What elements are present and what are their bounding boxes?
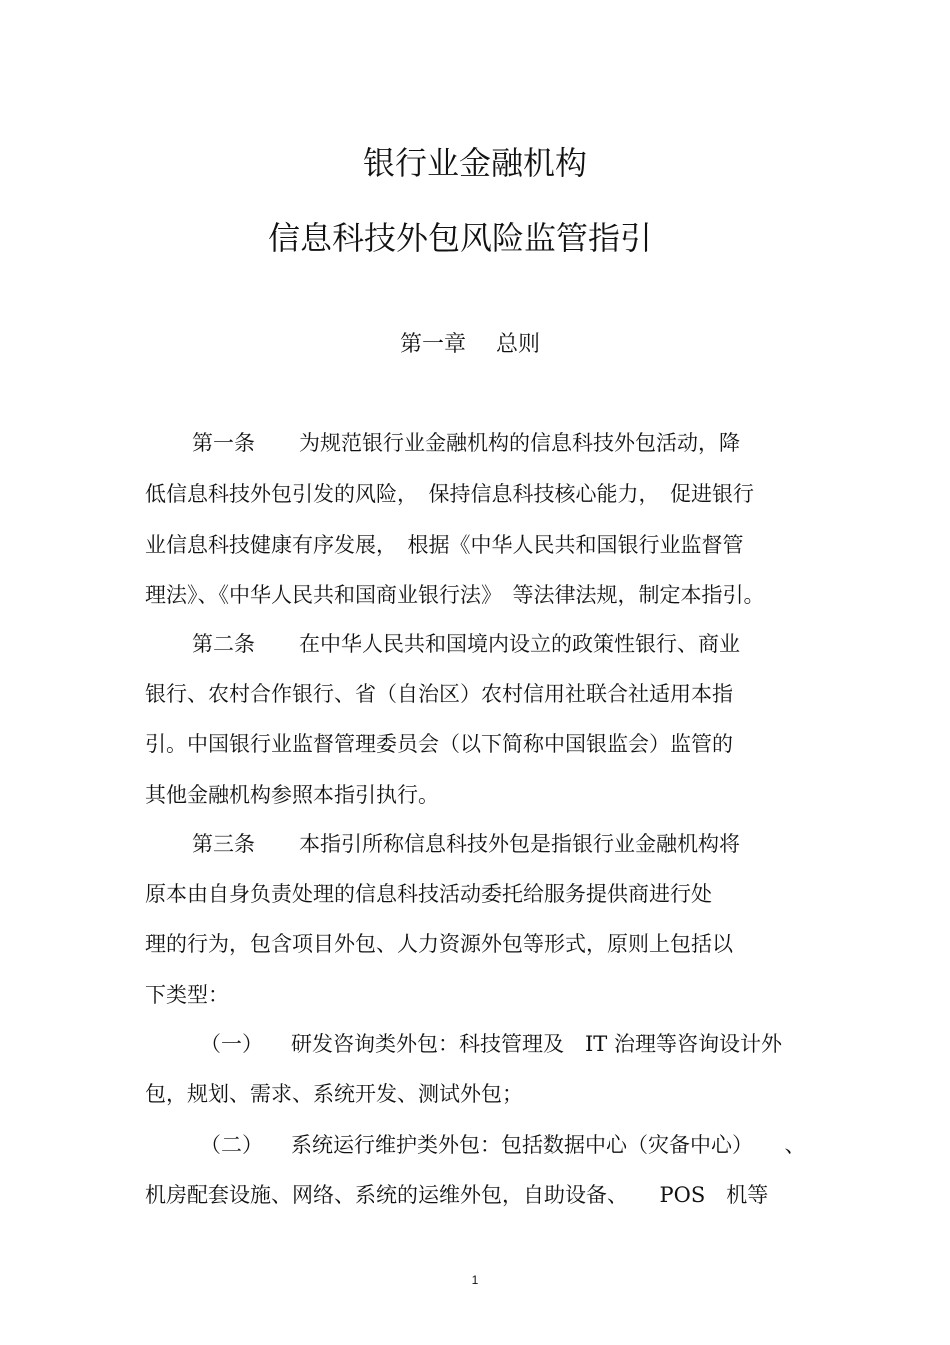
chapter-name: 总则 xyxy=(496,332,541,357)
item-2-line-2: 机房配套设施、网络、系统的运维外包，自助设备、 POS 机等 xyxy=(145,1183,769,1207)
article-1-line-3: 业信息科技健康有序发展， 根据《中华人民共和国银行业监督管 xyxy=(145,533,744,557)
article-1-line-2: 低信息科技外包引发的风险， 保持信息科技核心能力， 促进银行 xyxy=(145,482,754,506)
item-1-line-1 xyxy=(200,1029,782,1059)
article-1-line-4: 理法》、《中华人民共和国商业银行法》 等法律法规，制定本指引。 xyxy=(145,583,765,607)
item-label: （一） xyxy=(200,1032,263,1056)
document-title-line2: 信息科技外包风险监管指引 xyxy=(268,219,653,257)
article-2-line-2: 银行、农村合作银行、省（自治区）农村信用社联合社适用本指 xyxy=(145,682,733,706)
article-text: 本指引所称信息科技外包是指银行业金融机构将 xyxy=(299,832,740,856)
chapter-number: 第一章 xyxy=(400,332,467,357)
article-3-line-4: 下类型： xyxy=(145,983,229,1007)
article-2-line-1 xyxy=(192,629,740,659)
chapter-heading xyxy=(400,330,540,360)
article-3-line-1 xyxy=(192,829,740,859)
document-title-line1: 银行业金融机构 xyxy=(362,144,587,182)
article-3-line-3: 理的行为，包含项目外包、人力资源外包等形式，原则上包括以 xyxy=(145,932,733,956)
item-1-line-2: 包，规划、需求、系统开发、测试外包； xyxy=(145,1082,523,1106)
article-label: 第三条 xyxy=(192,832,255,856)
article-label: 第一条 xyxy=(192,431,255,455)
article-2-line-4: 其他金融机构参照本指引执行。 xyxy=(145,783,439,807)
article-label: 第二条 xyxy=(192,632,255,656)
item-2-line-1 xyxy=(200,1130,806,1160)
page-number: 1 xyxy=(471,1273,479,1287)
article-text: 在中华人民共和国境内设立的政策性银行、商业 xyxy=(299,632,740,656)
article-1-line-1 xyxy=(192,428,740,458)
article-text: 为规范银行业金融机构的信息科技外包活动，降 xyxy=(299,431,740,455)
item-text: 研发咨询类外包：科技管理及 IT 治理等咨询设计外 xyxy=(291,1032,782,1056)
item-label: （二） xyxy=(200,1133,263,1157)
item-text: 系统运行维护类外包：包括数据中心（灾备中心） 、 xyxy=(291,1133,806,1157)
article-2-line-3: 引。中国银行业监督管理委员会（以下简称中国银监会）监管的 xyxy=(145,732,733,756)
article-3-line-2: 原本由自身负责处理的信息科技活动委托给服务提供商进行处 xyxy=(145,882,712,906)
